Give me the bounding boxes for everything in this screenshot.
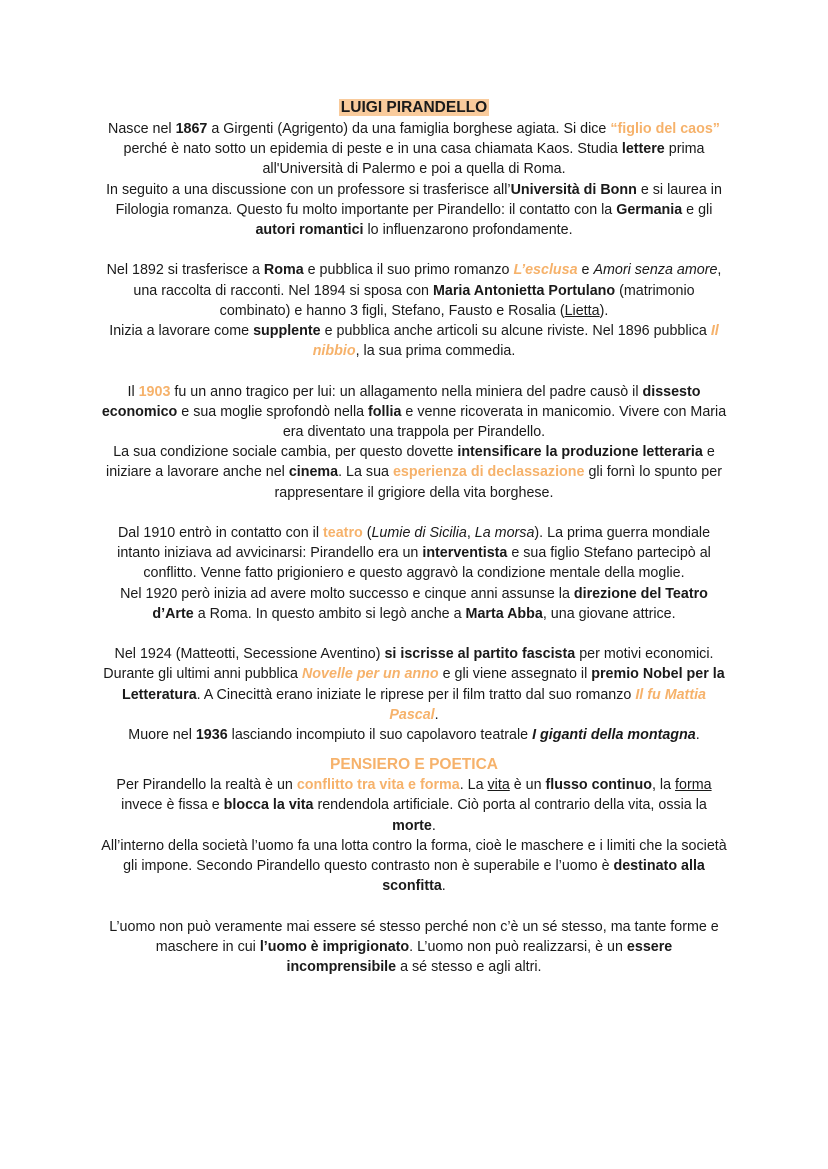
highlight-text: conflitto tra vita e forma xyxy=(296,777,460,794)
text-run: La sua condizione sociale cambia, per questo dovette xyxy=(113,444,458,461)
paragraph xyxy=(100,442,728,503)
text-run: , la xyxy=(651,777,676,794)
text-run: fu un anno tragico per lui: un allagamento nella miniera del padre causò il xyxy=(170,383,643,400)
text-run: e sua figlio Stefano partecipò al conflitto. Venne fatto prigioniero e questo aggravò la condizione mentale della moglie. xyxy=(143,545,711,582)
text-run: e xyxy=(577,262,594,279)
bold-text: Germania xyxy=(616,201,683,218)
paragraph xyxy=(100,382,728,443)
text-run: , la sua prima commedia. xyxy=(355,343,516,360)
highlight-text: teatro xyxy=(323,525,363,542)
highlight-title: Il nibbio xyxy=(312,323,719,360)
text-run: e pubblica anche articoli su alcune riviste. Nel 1896 pubblica xyxy=(320,323,711,340)
text-run: ( xyxy=(362,525,372,542)
text-run: Nasce nel xyxy=(108,121,176,137)
paragraph xyxy=(100,917,728,978)
text-run: . xyxy=(441,878,446,895)
bold-text: blocca la vita xyxy=(223,797,314,814)
bold-text: direzione del Teatro d’Arte xyxy=(152,585,708,622)
bold-text: si iscrisse al partito fascista xyxy=(384,646,576,663)
paragraph-gap xyxy=(100,240,728,260)
text-run: e si laurea in Filologia romanza. Questo fu molto importante per Pirandello: il contatto con la xyxy=(115,181,722,218)
title-text: LUIGI PIRANDELLO xyxy=(340,99,488,116)
paragraph xyxy=(100,119,728,180)
paragraph xyxy=(100,725,728,745)
bold-text: premio Nobel per la Letteratura xyxy=(121,666,725,703)
bold-text: 1867 xyxy=(175,121,208,137)
text-run: , xyxy=(466,525,475,542)
paragraph-gap xyxy=(100,624,728,644)
text-run: invece è fissa e xyxy=(121,797,224,814)
text-run: All’interno della società l’uomo fa una lotta contro la forma, cioè le maschere e i limiti che la società gli impone. Secondo Pirandello questo contrasto non è superabile e l’uomo è xyxy=(101,837,727,875)
italic-title: Lumie di Sicilia xyxy=(371,525,467,542)
bold-text: Maria Antonietta Portulano xyxy=(432,282,616,299)
text-run: Dal 1910 entrò in contatto con il xyxy=(117,525,324,542)
text-run: lasciando incompiuto il suo capolavoro teatrale xyxy=(227,727,533,744)
bold-text: interventista xyxy=(422,545,508,562)
text-run: Nel 1920 però inizia ad avere molto successo e cinque anni assunse la xyxy=(120,585,574,602)
bold-text: destinato alla sconfitta xyxy=(382,858,705,895)
paragraph-gap xyxy=(100,503,728,523)
bold-text: intensificare la produzione letteraria xyxy=(457,444,703,461)
text-run: e pubblica il suo primo romanzo xyxy=(303,262,514,279)
bold-text: 1936 xyxy=(195,727,228,744)
paragraph xyxy=(100,644,728,725)
text-run: a Roma. In questo ambito si legò anche a xyxy=(193,605,466,622)
section-heading: PENSIERO E POETICA xyxy=(330,756,498,774)
text-run: Inizia a lavorare come xyxy=(109,323,254,340)
italic-title: Amori senza amore xyxy=(593,262,718,279)
text-run: In seguito a una discussione con un professore si trasferisce all’ xyxy=(106,181,511,198)
bold-text: supplente xyxy=(253,323,321,340)
underlined-text: Lietta xyxy=(564,302,600,319)
highlight-title: Il fu Mattia Pascal xyxy=(389,686,707,723)
text-run: . La sua xyxy=(338,464,393,481)
text-run: Nel 1892 si trasferisce a xyxy=(106,262,264,279)
underlined-text: vita xyxy=(487,777,510,794)
paragraph xyxy=(100,775,728,836)
text-run: Per Pirandello la realtà è un xyxy=(116,777,297,794)
text-run: lo influenzarono profondamente. xyxy=(363,222,573,239)
text-run: Il xyxy=(127,383,139,400)
bold-text: Marta Abba xyxy=(465,605,543,622)
paragraph xyxy=(100,836,728,897)
text-run: Muore nel xyxy=(128,727,196,744)
text-run: e gli xyxy=(682,201,713,218)
highlight-title: L’esclusa xyxy=(513,262,578,279)
text-run: prima all'Università di Palermo e poi a quella di Roma. xyxy=(262,141,705,178)
highlight-title: Novelle per un anno xyxy=(301,666,439,683)
paragraph-gap xyxy=(100,896,728,916)
text-run: a Girgenti (Agrigento) da una famiglia borghese agiata. Si dice xyxy=(207,121,611,137)
text-run: a sé stesso e agli altri. xyxy=(396,959,542,976)
paragraph xyxy=(100,584,728,624)
bold-text: lettere xyxy=(621,141,665,158)
text-run: L’uomo non può veramente mai essere sé stesso perché non c’è un sé stesso, ma tante forme e maschere in cui xyxy=(109,918,719,955)
bold-text: flusso continuo xyxy=(545,777,652,794)
bold-italic-title: I giganti della montagna xyxy=(532,727,696,744)
text-run: e gli viene assegnato il xyxy=(438,666,592,683)
document-body xyxy=(100,119,728,977)
text-run: . A Cinecittà erano iniziate le riprese per il film tratto dal suo romanzo xyxy=(196,686,636,703)
text-run: ). xyxy=(599,302,609,319)
highlight-text: 1903 xyxy=(138,383,171,400)
text-run: e iniziare a lavorare anche nel xyxy=(106,444,715,481)
bold-text: follia xyxy=(368,403,402,420)
bold-text: essere incomprensibile xyxy=(286,938,673,976)
paragraph-gap xyxy=(100,361,728,381)
text-run: . xyxy=(695,727,700,744)
document-page xyxy=(100,97,728,977)
text-run: e venne ricoverata in manicomio. Vivere con Maria era diventato una trappola per Pirandello. xyxy=(282,403,727,441)
italic-title: La morsa xyxy=(474,525,535,542)
highlight-text: esperienza di declassazione xyxy=(392,464,585,481)
paragraph xyxy=(100,180,728,241)
bold-text: Roma xyxy=(263,262,304,279)
text-run: gli fornì lo spunto per rappresentare il grigiore della vita borghese. xyxy=(274,464,722,501)
bold-text: Università di Bonn xyxy=(510,181,637,198)
text-run: . xyxy=(431,817,436,834)
text-run: e sua moglie sprofondò nella xyxy=(177,403,369,420)
bold-text: l’uomo è imprigionato xyxy=(259,938,410,955)
bold-text: cinema xyxy=(288,464,339,481)
text-run: , una giovane attrice. xyxy=(542,605,676,622)
bold-text: autori romantici xyxy=(255,222,364,239)
paragraph xyxy=(100,260,728,321)
text-run: Nel 1924 (Matteotti, Secessione Aventino) xyxy=(114,646,385,663)
paragraph xyxy=(100,523,728,584)
document-title xyxy=(100,97,728,119)
text-run: , una raccolta di racconti. Nel 1894 si sposa con xyxy=(133,262,722,299)
text-run: rendendola artificiale. Ciò porta al contrario della vita, ossia la xyxy=(313,797,707,814)
text-run: . La xyxy=(459,777,488,794)
bold-text: morte xyxy=(392,817,432,834)
highlight-text: “figlio del caos” xyxy=(610,121,720,137)
text-run: . L’uomo non può realizzarsi, è un xyxy=(409,938,627,955)
text-run: ). La prima guerra mondiale intanto iniziava ad avvicinarsi: Pirandello era un xyxy=(117,525,711,562)
bold-text: dissesto economico xyxy=(101,383,701,420)
text-run: per motivi economici. Durante gli ultimi anni pubblica xyxy=(103,646,714,683)
underlined-text: forma xyxy=(675,777,712,794)
text-run: (matrimonio combinato) e hanno 3 figli, Stefano, Fausto e Rosalia ( xyxy=(219,282,695,319)
text-run: è un xyxy=(509,777,546,794)
paragraph xyxy=(100,321,728,361)
text-run: . xyxy=(434,706,439,723)
text-run: perché è nato sotto un epidemia di peste e in una casa chiamata Kaos. Studia xyxy=(123,141,622,158)
